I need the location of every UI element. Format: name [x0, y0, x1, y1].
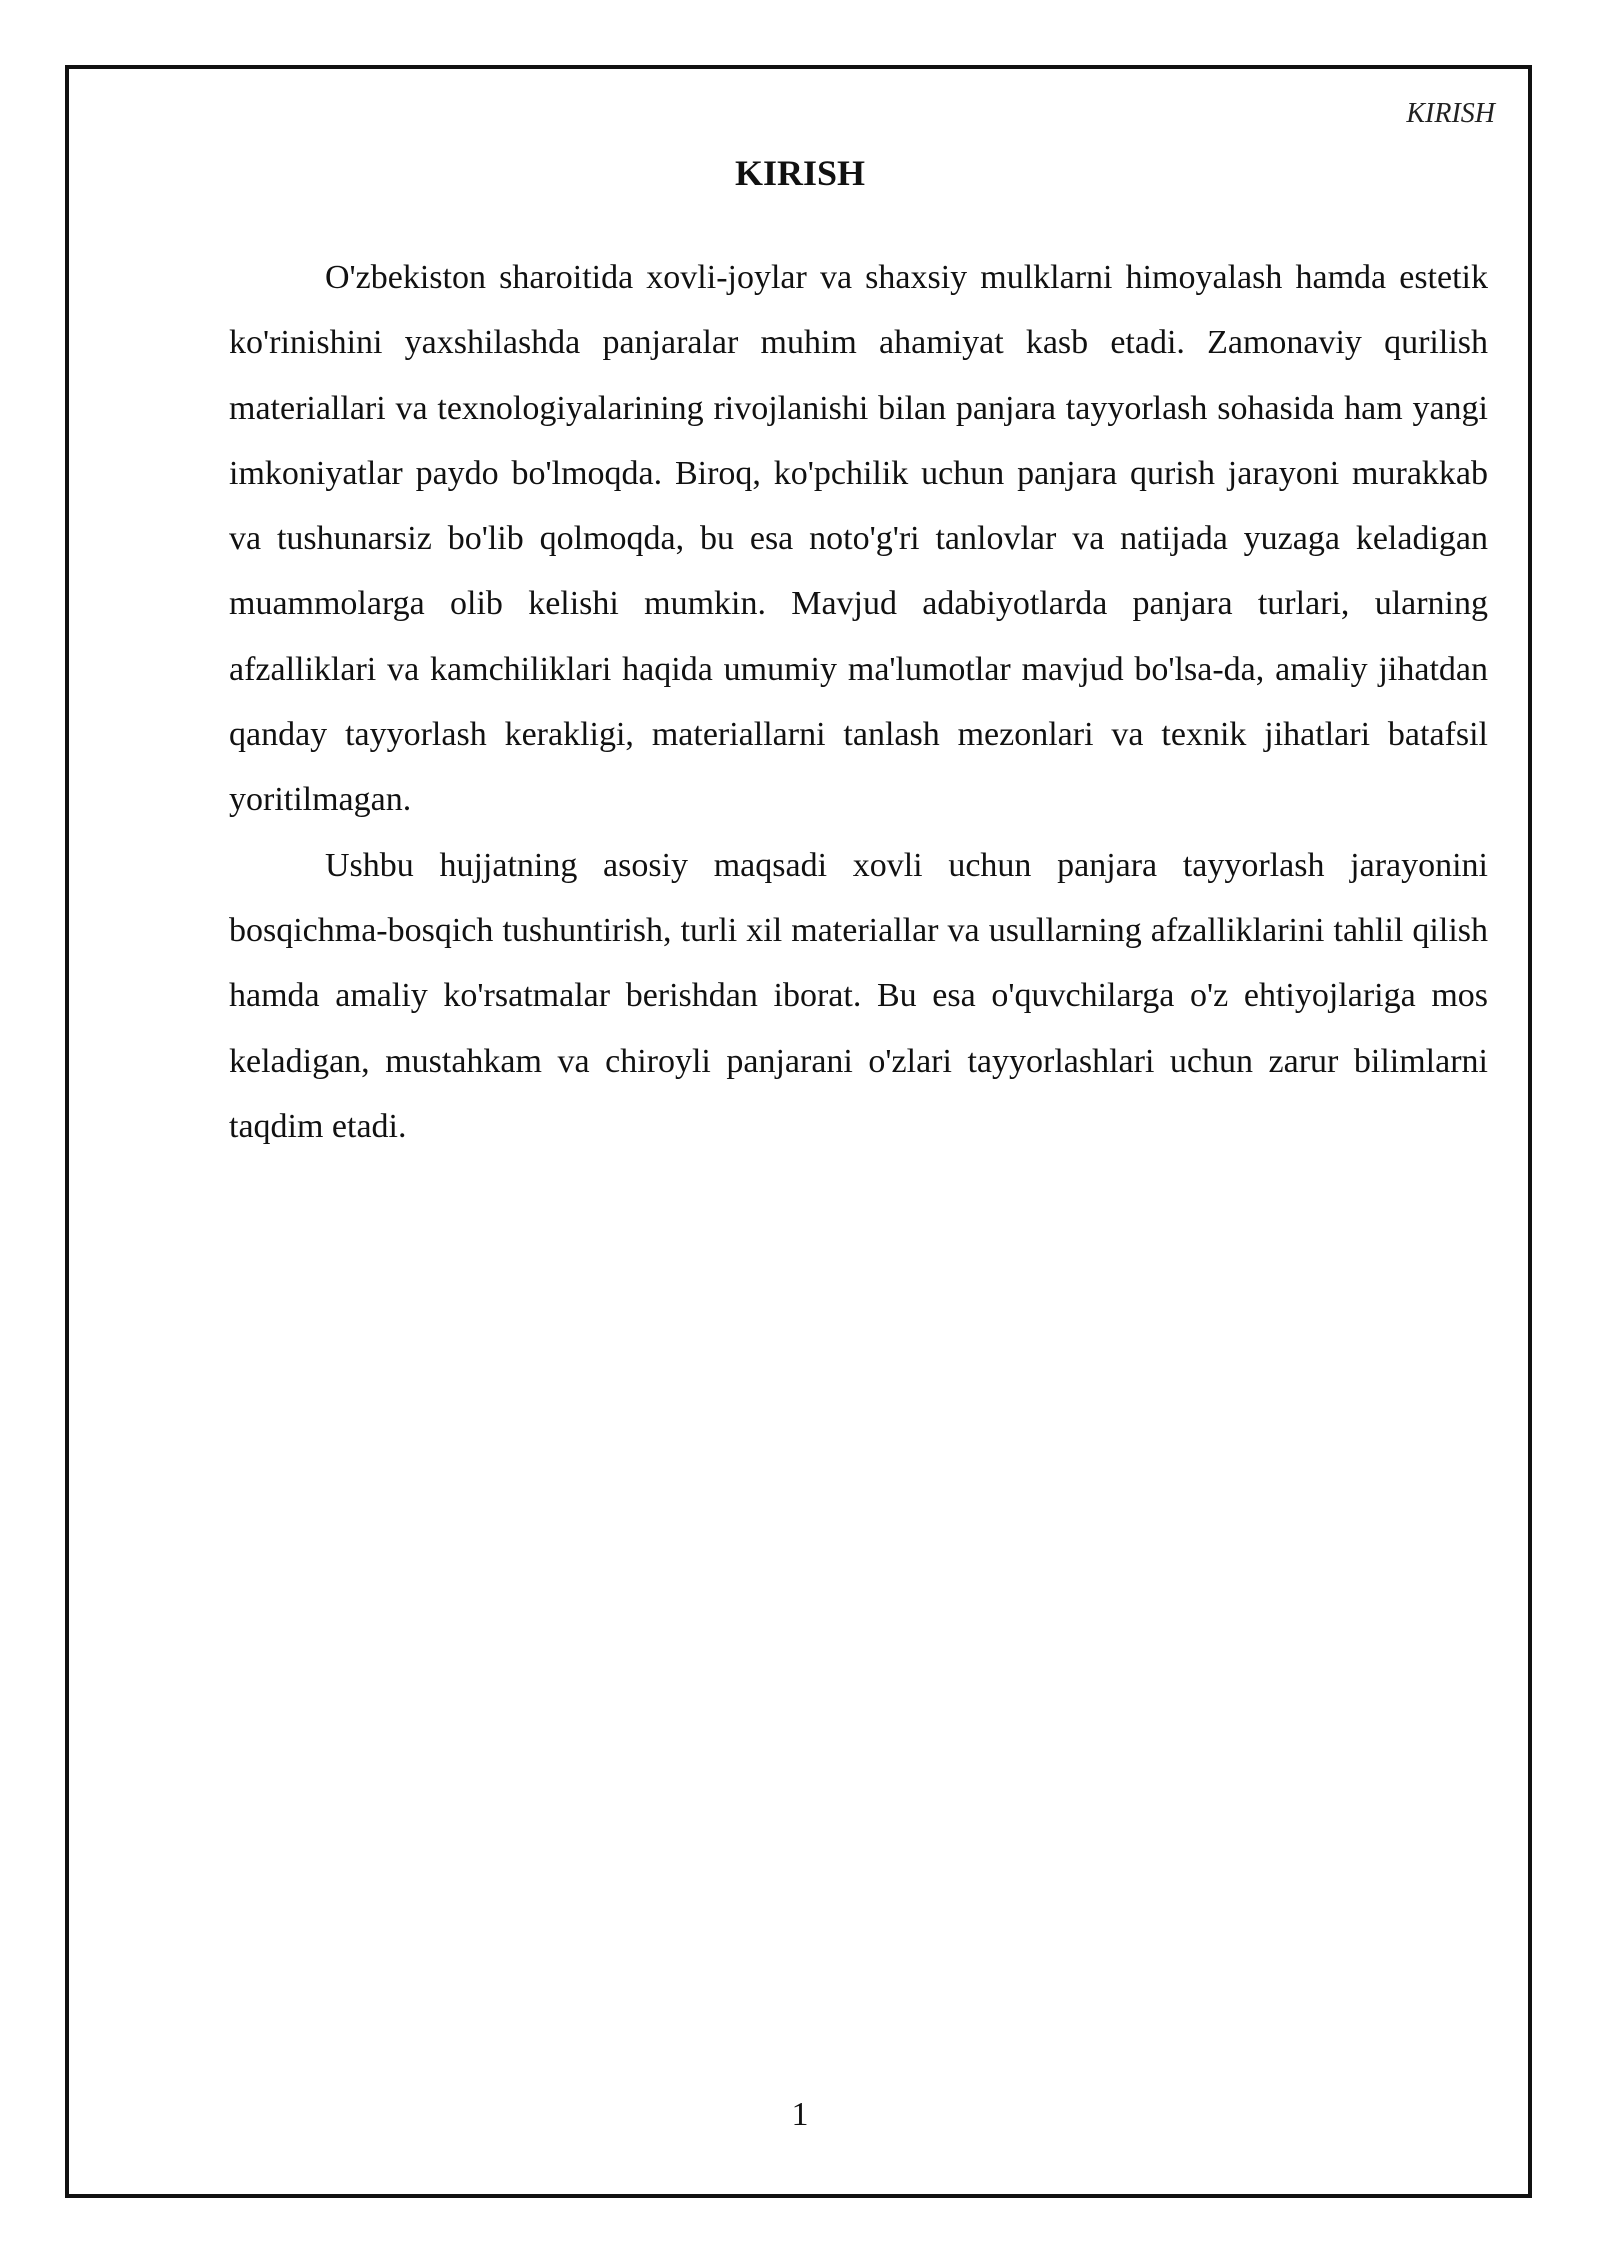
page-number: 1: [791, 2096, 809, 2133]
paragraph-1: O'zbekiston sharoitida xovli-joylar va shaxsiy mulklarni himoyalash hamda estetik ko'rinishini yaxshilashda panjaralar muhim ahamiyat kasb etadi. Zamonaviy qurilish materiallari va texnologiyalarining rivojlanishi bilan panjara tayyorlash sohasida ham yangi imkoniyatlar paydo bo'lmoqda. Biroq, ko'pchilik uchun panjara qurish jarayoni murakkab va tushunarsiz bo'lib qolmoqda, bu esa noto'g'ri tanlovlar va natijada yuzaga keladigan muammolarga olib kelishi mumkin. Mavjud adabiyotlarda panjara turlari, ularning afzalliklari va kamchiliklari haqida umumiy ma'lumotlar mavjud bo'lsa-da, amaliy jihatdan qanday tayyorlash kerakligi, materiallarni tanlash mezonlari va texnik jihatlari batafsil yoritilmagan.: [229, 259, 1488, 819]
paragraph-2: Ushbu hujjatning asosiy maqsadi xovli uchun panjara tayyorlash jarayonini bosqichma-bosqich tushuntirish, turli xil materiallar va usullarning afzalliklarini tahlil qilish hamda amaliy ko'rsatmalar berishdan iborat. Bu esa o'quvchilarga o'z ehtiyojlariga mos keladigan, mustahkam va chiroyli panjarani o'zlari tayyorlashlari uchun zarur bilimlarni taqdim etadi.: [229, 846, 1488, 1145]
body-text: [229, 245, 1488, 1159]
running-header: KIRISH: [1406, 98, 1495, 129]
page-title: KIRISH: [734, 153, 866, 193]
